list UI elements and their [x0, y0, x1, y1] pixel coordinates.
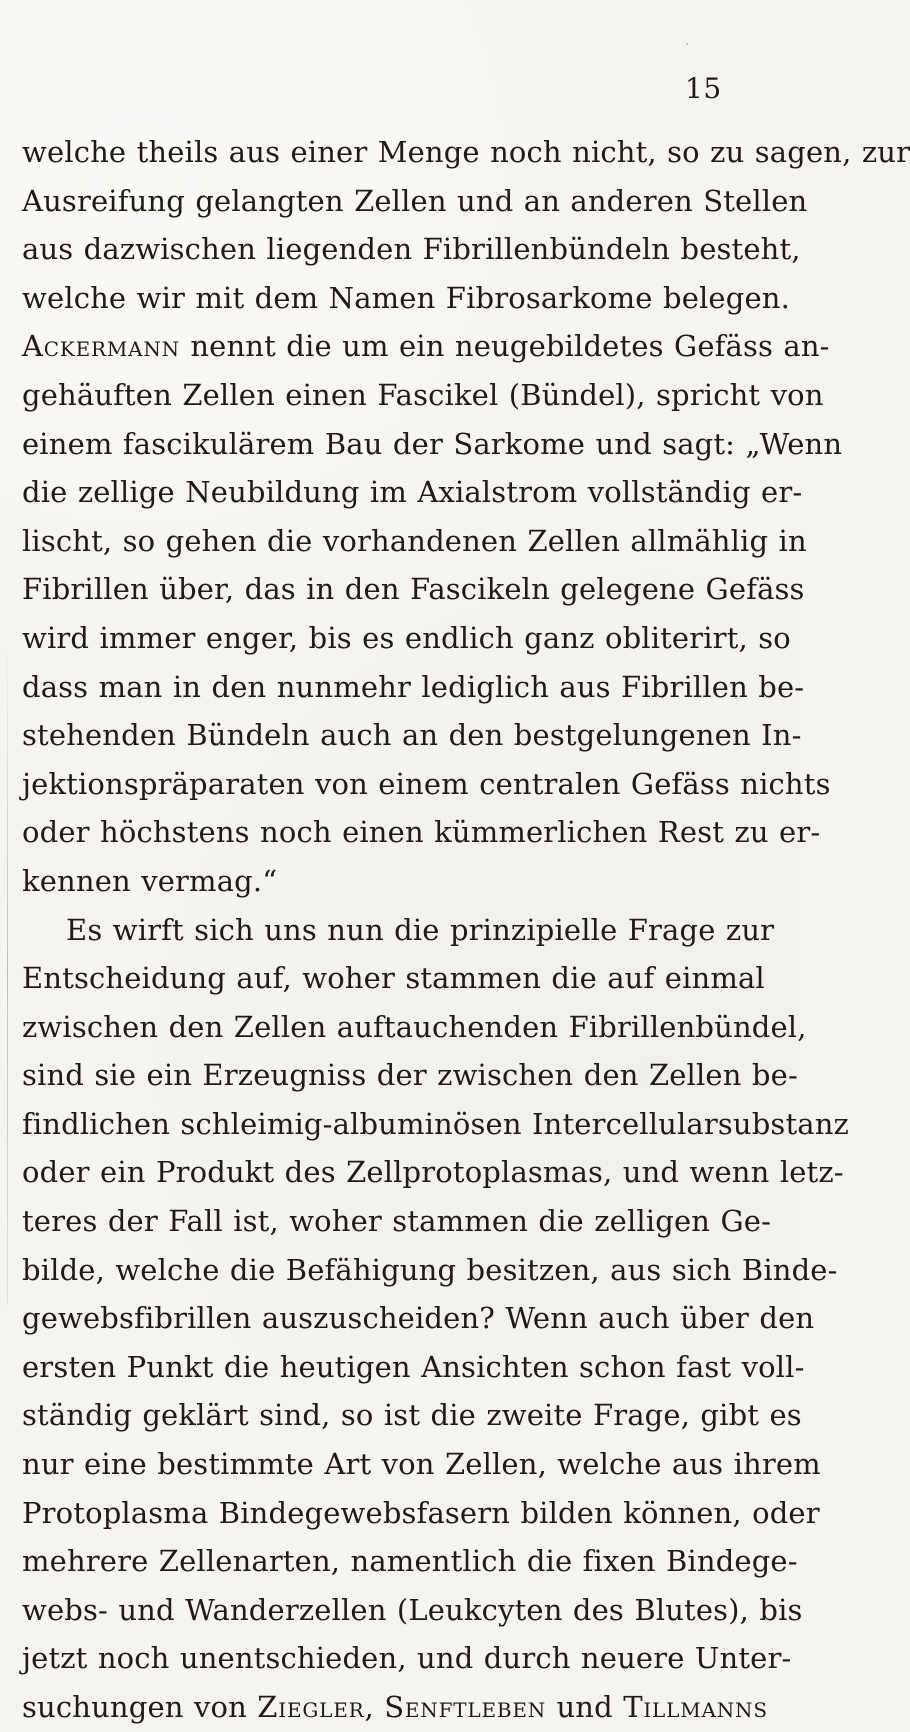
text-line [22, 1683, 768, 1732]
text-fragment: nennt die um ein neugebildetes Gefäss an- [179, 329, 830, 364]
text-line: oder höchstens noch einen kümmerlichen Rest zu er- [22, 815, 821, 850]
author-name: Ackermann [22, 329, 180, 364]
author-name: Ziegler [257, 1690, 365, 1724]
text-line: jektionspräparaten von einem centralen Gefäss nichts [22, 766, 831, 801]
text-line: oder ein Produkt des Zellprotoplasmas, und wenn letz- [22, 1155, 844, 1190]
text-line: jetzt noch unentschieden, und durch neuere Unter- [22, 1641, 792, 1676]
author-name: Tillmanns [623, 1690, 768, 1724]
text-line: aus dazwischen liegenden Fibrillenbündeln besteht, [22, 232, 801, 267]
text-line: sind sie ein Erzeugniss der zwischen den Zellen be- [22, 1058, 798, 1093]
text-line: lischt, so gehen die vorhandenen Zellen allmählig in [22, 523, 807, 558]
text-fragment: , [364, 1690, 385, 1724]
text-line: welche wir mit dem Namen Fibrosarkome belegen. [22, 280, 790, 315]
text-line: ersten Punkt die heutigen Ansichten schon fast voll- [22, 1349, 805, 1384]
text-line: findlichen schleimig-albuminösen Intercellularsubstanz [22, 1106, 849, 1141]
text-line: teres der Fall ist, woher stammen die zelligen Ge- [22, 1204, 772, 1239]
paper-speck [686, 43, 688, 45]
text-line: einem fascikulärem Bau der Sarkome und sagt: „Wenn [22, 426, 843, 461]
text-line: wird immer enger, bis es endlich ganz obliterirt, so [22, 620, 791, 655]
text-line [22, 322, 830, 371]
text-line: kennen vermag.“ [22, 863, 278, 898]
text-line: mehrere Zellenarten, namentlich die fixen Bindege- [22, 1544, 798, 1579]
paragraph-start-line: Es wirft sich uns nun die prinzipielle Frage zur [66, 912, 775, 947]
text-line: gehäuften Zellen einen Fascikel (Bündel), spricht von [22, 377, 824, 412]
text-fragment: und [546, 1690, 624, 1724]
text-line: ständig geklärt sind, so ist die zweite Frage, gibt es [22, 1398, 802, 1433]
text-line: nur eine bestimmte Art von Zellen, welche aus ihrem [22, 1447, 821, 1482]
text-line: Protoplasma Bindegewebsfasern bilden können, oder [22, 1495, 820, 1530]
body-text [22, 128, 910, 1732]
page-number: 15 [685, 72, 722, 105]
text-line: die zellige Neubildung im Axialstrom vollständig er- [22, 475, 803, 510]
text-line: webs- und Wanderzellen (Leukcyten des Blutes), bis [22, 1592, 803, 1627]
text-line: stehenden Bündeln auch an den bestgelungenen In- [22, 718, 802, 753]
text-line: welche theils aus einer Menge noch nicht, so zu sagen, zur [22, 135, 910, 169]
text-fragment: suchungen von [22, 1690, 258, 1724]
text-line: bilde, welche die Befähigung besitzen, aus sich Binde- [22, 1252, 838, 1287]
text-line: Entscheidung auf, woher stammen die auf einmal [22, 961, 765, 996]
text-line: gewebsfibrillen auszuscheiden? Wenn auch über den [22, 1301, 815, 1336]
text-line: dass man in den nunmehr lediglich aus Fibrillen be- [22, 669, 805, 704]
text-line: Ausreifung gelangten Zellen und an anderen Stellen [22, 183, 808, 218]
page-edge-shadow [7, 635, 8, 1305]
text-line: zwischen den Zellen auftauchenden Fibrillenbündel, [22, 1009, 807, 1044]
author-name: Senftleben [384, 1690, 547, 1724]
text-line: Fibrillen über, das in den Fascikeln gelegene Gefäss [22, 572, 805, 607]
